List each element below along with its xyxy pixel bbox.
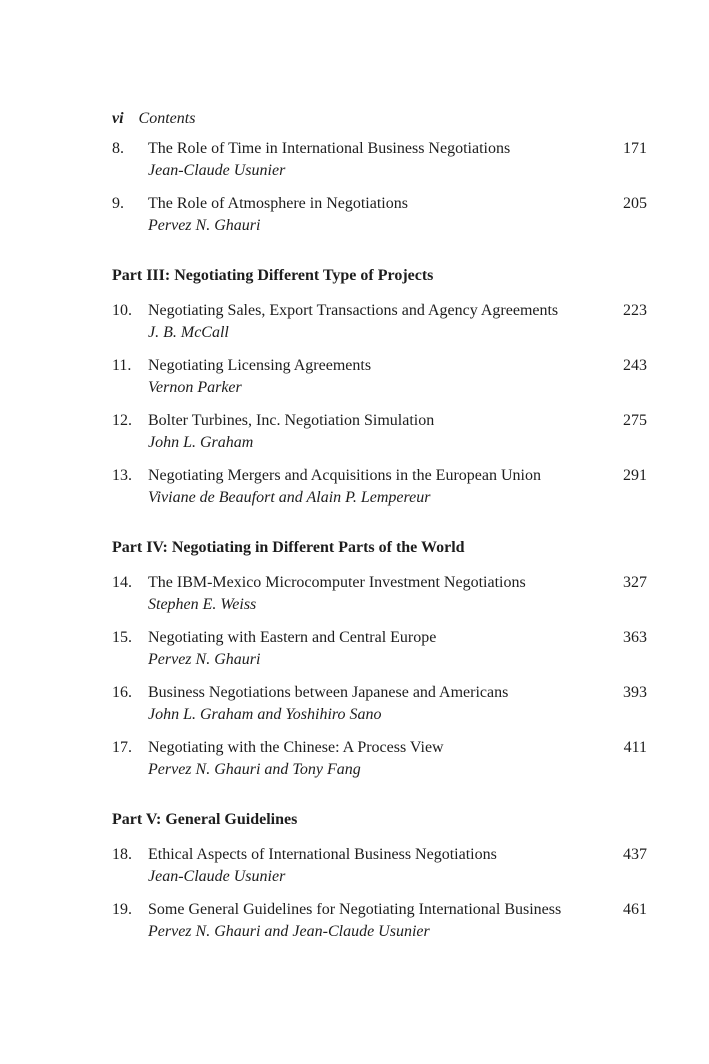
toc-entry <box>112 572 647 616</box>
chapter-page-number: 223 <box>623 302 647 319</box>
chapter-entry-body <box>148 899 607 943</box>
chapter-entry-body <box>148 682 607 726</box>
chapter-title: Negotiating with the Chinese: A Process View <box>148 739 444 756</box>
chapter-page-number: 363 <box>623 629 647 646</box>
toc-entry <box>112 682 647 726</box>
page-header <box>112 108 647 130</box>
chapter-title: Some General Guidelines for Negotiating International Business <box>148 901 562 918</box>
table-of-contents <box>112 138 647 954</box>
chapter-authors: J. B. McCall <box>148 324 229 341</box>
toc-entry <box>112 355 647 399</box>
chapter-page-number: 327 <box>623 574 647 591</box>
chapter-authors: Vernon Parker <box>148 379 242 396</box>
folio-page-number: vi <box>112 110 124 127</box>
toc-section <box>112 248 647 520</box>
section-entries <box>112 138 647 248</box>
toc-entry <box>112 300 647 344</box>
chapter-number: 18. <box>112 846 132 863</box>
toc-section <box>112 792 647 954</box>
chapter-number: 15. <box>112 629 132 646</box>
chapter-page-number: 437 <box>623 846 647 863</box>
chapter-title: Bolter Turbines, Inc. Negotiation Simulation <box>148 412 435 429</box>
chapter-entry-body <box>148 355 607 399</box>
toc-section <box>112 138 647 248</box>
chapter-title: Business Negotiations between Japanese and Americans <box>148 684 509 701</box>
chapter-authors: Jean-Claude Usunier <box>148 162 286 179</box>
toc-section <box>112 520 647 792</box>
toc-entry <box>112 410 647 454</box>
chapter-number: 9. <box>112 195 124 212</box>
part-heading: Part V: General Guidelines <box>112 811 298 828</box>
chapter-number: 14. <box>112 574 132 591</box>
toc-entry <box>112 465 647 509</box>
chapter-entry-body <box>148 300 607 344</box>
chapter-entry-body <box>148 737 607 781</box>
chapter-number: 10. <box>112 302 132 319</box>
chapter-number: 8. <box>112 140 124 157</box>
toc-entry <box>112 138 647 182</box>
part-heading: Part IV: Negotiating in Different Parts of the World <box>112 539 465 556</box>
chapter-entry-body <box>148 410 607 454</box>
chapter-title: Ethical Aspects of International Business Negotiations <box>148 846 497 863</box>
chapter-title: Negotiating Licensing Agreements <box>148 357 372 374</box>
chapter-entry-body <box>148 138 607 182</box>
chapter-title: Negotiating Sales, Export Transactions and Agency Agreements <box>148 302 559 319</box>
chapter-entry-body <box>148 627 607 671</box>
chapter-title: Negotiating Mergers and Acquisitions in the European Union <box>148 467 541 484</box>
chapter-title: Negotiating with Eastern and Central Europe <box>148 629 437 646</box>
chapter-authors: Pervez N. Ghauri <box>148 217 261 234</box>
chapter-number: 19. <box>112 901 132 918</box>
chapter-authors: Viviane de Beaufort and Alain P. Lempereur <box>148 489 431 506</box>
chapter-entry-body <box>148 193 607 237</box>
part-heading: Part III: Negotiating Different Type of Projects <box>112 267 434 284</box>
chapter-title: The Role of Atmosphere in Negotiations <box>148 195 408 212</box>
chapter-number: 16. <box>112 684 132 701</box>
chapter-entry-body <box>148 844 607 888</box>
section-entries <box>112 844 647 954</box>
chapter-title: The IBM-Mexico Microcomputer Investment Negotiations <box>148 574 526 591</box>
chapter-authors: Pervez N. Ghauri and Tony Fang <box>148 761 361 778</box>
running-title: Contents <box>138 110 196 127</box>
chapter-page-number: 291 <box>623 467 647 484</box>
toc-entry <box>112 627 647 671</box>
chapter-authors: Jean-Claude Usunier <box>148 868 286 885</box>
chapter-entry-body <box>148 572 607 616</box>
chapter-entry-body <box>148 465 607 509</box>
chapter-number: 11. <box>112 357 132 374</box>
chapter-page-number: 171 <box>623 140 647 157</box>
chapter-authors: Stephen E. Weiss <box>148 596 257 613</box>
chapter-number: 17. <box>112 739 132 756</box>
chapter-title: The Role of Time in International Business Negotiations <box>148 140 511 157</box>
chapter-authors: Pervez N. Ghauri <box>148 651 261 668</box>
chapter-authors: Pervez N. Ghauri and Jean-Claude Usunier <box>148 923 430 940</box>
chapter-page-number: 243 <box>623 357 647 374</box>
chapter-number: 12. <box>112 412 132 429</box>
section-entries <box>112 300 647 520</box>
chapter-authors: John L. Graham and Yoshihiro Sano <box>148 706 382 723</box>
chapter-page-number: 205 <box>623 195 647 212</box>
chapter-page-number: 275 <box>623 412 647 429</box>
toc-entry <box>112 899 647 943</box>
chapter-page-number: 393 <box>623 684 647 701</box>
chapter-page-number: 411 <box>623 739 647 756</box>
toc-entry <box>112 193 647 237</box>
section-entries <box>112 572 647 792</box>
toc-entry <box>112 844 647 888</box>
chapter-authors: John L. Graham <box>148 434 254 451</box>
toc-entry <box>112 737 647 781</box>
chapter-page-number: 461 <box>623 901 647 918</box>
chapter-number: 13. <box>112 467 132 484</box>
